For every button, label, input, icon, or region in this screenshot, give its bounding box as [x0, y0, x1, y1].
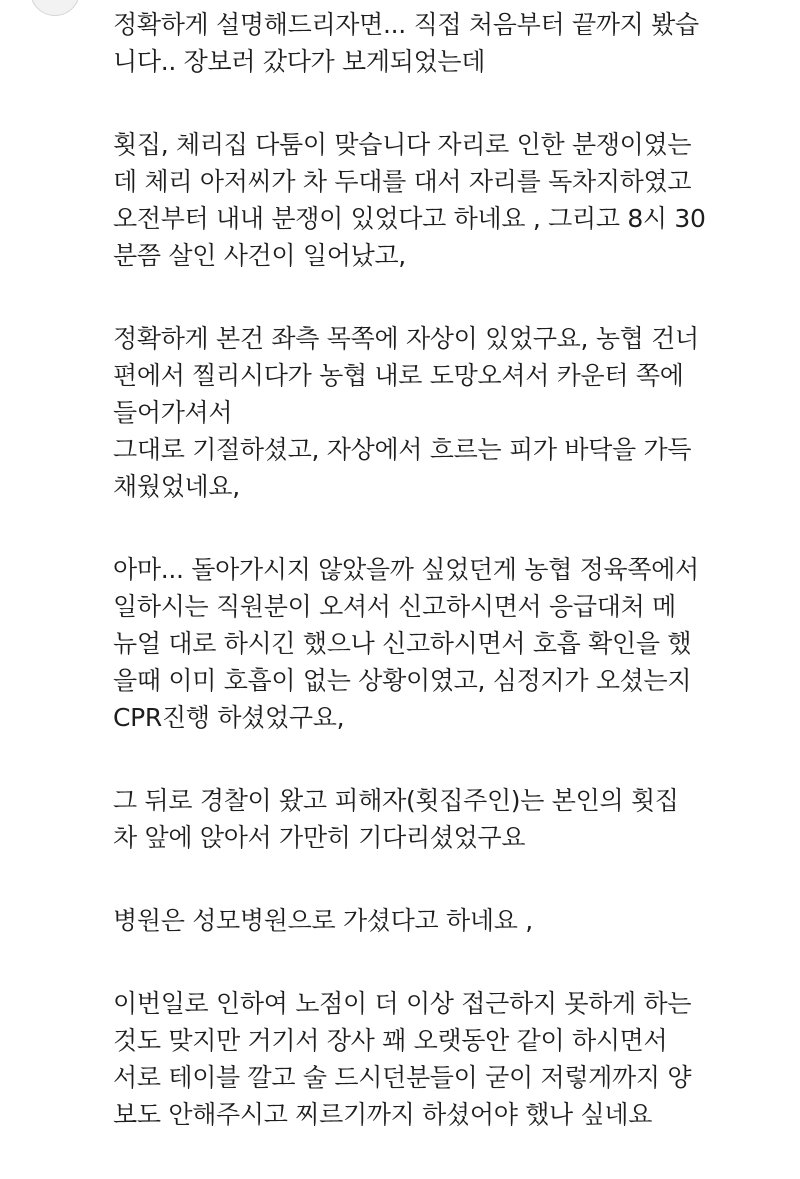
- comment-line: 이번일로 인하여 노점이 더 이상 접근하지 못하게 하는: [113, 989, 692, 1018]
- comment-line: 정확하게 설명해드리자면... 직접 처음부터 끝까지 봤습: [113, 10, 699, 39]
- comment-line: 분쯤 살인 사건이 일어났고,: [113, 241, 406, 270]
- comment-line: 아마... 돌아가시지 않았을까 싶었던게 농협 정육쪽에서: [113, 555, 699, 584]
- comment-line: 서로 테이블 깔고 술 드시던분들이 굳이 저렇게까지 양: [113, 1063, 692, 1092]
- comment-paragraph: [113, 782, 753, 856]
- comment-line: 뉴얼 대로 하시긴 했으나 신고하시면서 호흡 확인을 했: [113, 629, 692, 658]
- comment-line: 보도 안해주시고 찌르기까지 하셨어야 했나 싶네요: [113, 1100, 653, 1129]
- comment-line: 니다.. 장보러 갔다가 보게되었는데: [113, 47, 486, 76]
- comment-paragraph: [113, 551, 753, 736]
- comment-line: 정확하게 본건 좌측 목쪽에 자상이 있었구요, 농협 건너: [113, 324, 699, 353]
- comment-body: [113, 6, 753, 1179]
- comment-line: 그 뒤로 경찰이 왔고 피해자(횟집주인)는 본인의 횟집: [113, 786, 679, 815]
- comment-line: 병원은 성모병원으로 가셨다고 하네요 ,: [113, 906, 533, 935]
- comment-line: 들어가셔서: [113, 398, 233, 427]
- comment-line: 을때 이미 호흡이 없는 상황이였고, 심정지가 오셨는지: [113, 666, 692, 695]
- comment-line: CPR진행 하셨었구요,: [113, 703, 345, 732]
- comment-paragraph: [113, 902, 753, 939]
- comment-line: 채웠었네요,: [113, 472, 240, 501]
- comment-paragraph: [113, 985, 753, 1133]
- comment-line: 그대로 기절하셨고, 자상에서 흐르는 피가 바닥을 가득: [113, 435, 692, 464]
- comment-line: 차 앞에 앉아서 가만히 기다리셨었구요: [113, 823, 526, 852]
- comment-paragraph: [113, 320, 753, 505]
- comment-line: 것도 맞지만 거기서 장사 꽤 오랫동안 같이 하시면서: [113, 1026, 668, 1055]
- comment-line: 데 체리 아저씨가 차 두대를 대서 자리를 독차지하였고: [113, 167, 692, 196]
- comment-line: 편에서 찔리시다가 농협 내로 도망오셔서 카운터 쪽에: [113, 361, 684, 390]
- comment-paragraph: [113, 126, 753, 274]
- comment-line: 오전부터 내내 분쟁이 있었다고 하네요 , 그리고 8시 30: [113, 204, 706, 233]
- comment-paragraph: [113, 6, 753, 80]
- comment-line: 횟집, 체리집 다툼이 맞습니다 자리로 인한 분쟁이였는: [113, 130, 692, 159]
- comment-line: 일하시는 직원분이 오셔서 신고하시면서 응급대처 메: [113, 592, 676, 621]
- avatar[interactable]: [30, 0, 80, 16]
